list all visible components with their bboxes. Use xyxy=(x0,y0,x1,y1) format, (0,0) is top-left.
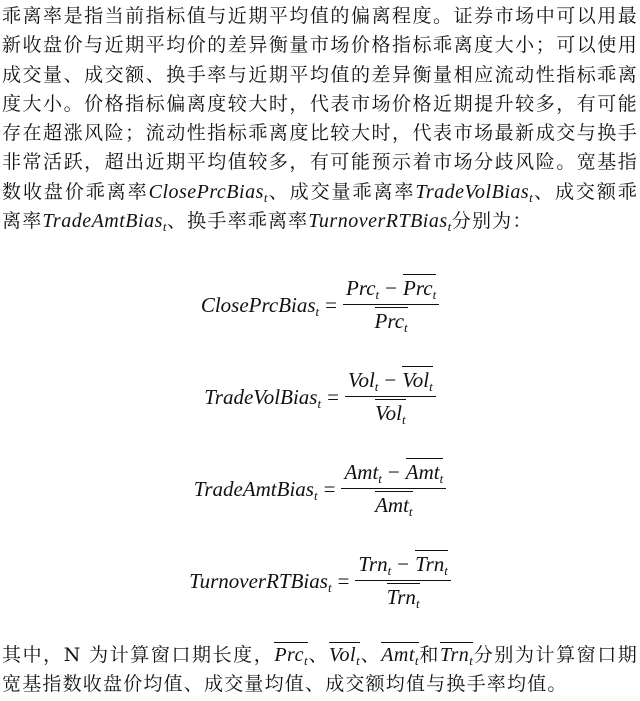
turnoverrtbias-symbol: TurnoverRTBias$_t$ xyxy=(308,210,452,235)
denominator: Prc$_t$ xyxy=(374,309,408,335)
formula-lhs: TradeVolBias$_t$ xyxy=(204,384,322,411)
closeprcbias-symbol: ClosePrcBias$_t$ xyxy=(148,180,268,205)
vol-mean-symbol: Vol$_t$ xyxy=(329,644,361,668)
amt-mean-symbol: Amt$_t$ xyxy=(381,644,420,668)
prc-mean-symbol: Prc$_t$ xyxy=(274,644,309,668)
formula-lhs: ClosePrcBias$_t$ xyxy=(200,292,320,319)
outro-and: 和 xyxy=(419,644,440,666)
formula-closeprcbias xyxy=(0,276,640,334)
equals-sign: = xyxy=(337,568,350,593)
equals-sign: = xyxy=(323,476,336,501)
denominator: Trn$_t$ xyxy=(386,585,420,611)
formula-tradeamtbias xyxy=(0,460,640,518)
numerator: Vol$_t$ − Vol$_t$ xyxy=(345,368,436,397)
intro-tail: 分别为： xyxy=(451,210,533,233)
tradevolbias-symbol: TradeVolBias$_t$ xyxy=(415,180,534,205)
intro-sep: 、换手率乖离率 xyxy=(166,210,309,233)
intro-sep: 、成交量乖离率 xyxy=(267,180,416,203)
intro-text: 乖离率是指当前指标值与近期平均值的偏离程度。证券市场中可以用最新收盘价与近期平均价的差异衡量市场价格指标乖离度大小；可以使用成交量、成交额、换手率与近期平均值的差异衡量相应流动性指标乖离度大小。价格指标偏离度较大时，代表市场价格近期提升较多，有可能存在超涨风险；流动性指标乖离度比较大时，代表市场最新成交与换手非常活跃，超出近期平均值较多，有可能预示着市场分歧风险。宽基指数收盘价乖离率 xyxy=(2,5,638,203)
fraction xyxy=(343,276,439,334)
numerator: Amt$_t$ − Amt$_t$ xyxy=(341,460,446,489)
numerator: Trn$_t$ − Trn$_t$ xyxy=(355,552,451,581)
outro-sep: 、 xyxy=(308,644,330,666)
fraction xyxy=(355,552,451,610)
intro-sep: 、成交额乖离率 xyxy=(2,180,638,233)
fraction xyxy=(341,460,446,518)
outro-prefix: 其中，N 为计算窗口期长度， xyxy=(2,644,275,666)
formula-lhs: TurnoverRTBias$_t$ xyxy=(189,568,332,595)
equals-sign: = xyxy=(327,384,339,409)
formula-turnoverrtbias xyxy=(0,552,640,610)
denominator: Amt$_t$ xyxy=(375,493,413,519)
outro-sep: 、 xyxy=(360,644,382,666)
trn-mean-symbol: Trn$_t$ xyxy=(439,644,474,668)
denominator: Vol$_t$ xyxy=(375,401,406,427)
formula-tradevolbias xyxy=(0,368,640,426)
intro-paragraph xyxy=(2,2,638,236)
outro-tail: 分别为计算窗口期宽基指数收盘价均值、成交量均值、成交额均值与换手率均值。 xyxy=(2,644,639,696)
tradeamtbias-symbol: TradeAmtBias$_t$ xyxy=(42,210,167,235)
numerator: Prc$_t$ − Prc$_t$ xyxy=(343,276,439,305)
fraction xyxy=(345,368,436,426)
outro-paragraph xyxy=(2,641,638,700)
equals-sign: = xyxy=(325,292,337,317)
formula-lhs: TradeAmtBias$_t$ xyxy=(193,476,318,503)
